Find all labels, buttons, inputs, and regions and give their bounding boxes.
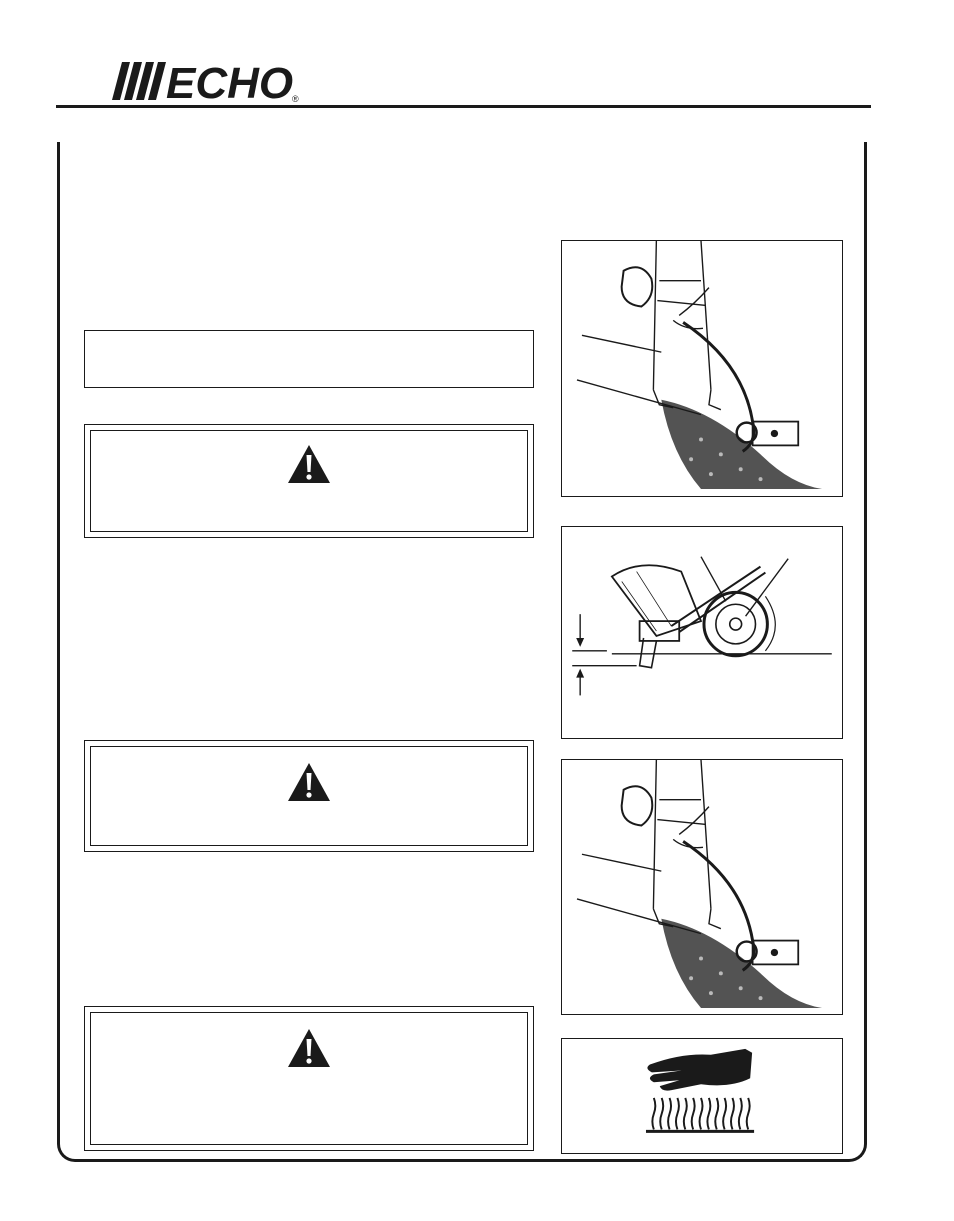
figure-wheel-depth-diagram [561,526,843,739]
header-rule [56,105,871,108]
brand-wordmark: ECHO [166,59,294,104]
figure-operator-edging-2 [561,759,843,1015]
echo-logo [108,58,308,104]
note-box [84,330,534,388]
warning-triangle-icon [286,443,332,485]
warning-box-3 [84,1006,534,1151]
warning-box-2 [84,740,534,852]
figure-operator-edging-1 [561,240,843,497]
warning-triangle-icon [286,761,332,803]
registered-mark: ® [292,94,299,104]
warning-box-1 [84,424,534,538]
warning-triangle-icon [286,1027,332,1069]
figure-hot-surface-symbol [561,1038,843,1154]
hot-surface-hand-icon [562,1039,842,1153]
